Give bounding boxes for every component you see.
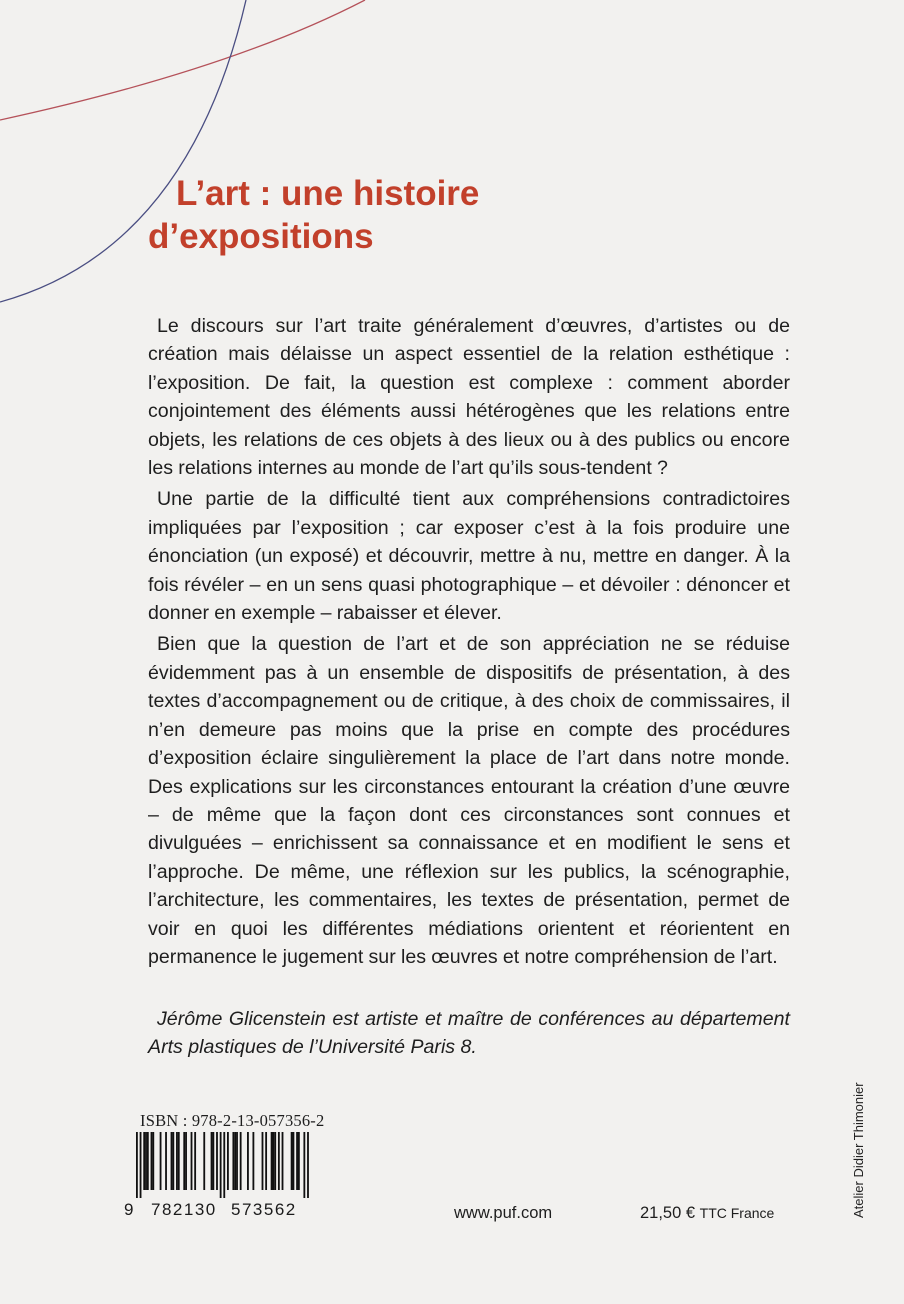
barcode-bar: [303, 1132, 305, 1198]
author-note: Jérôme Glicenstein est artiste et maître de conférences au département Arts plastiques de l’Université Paris 8.: [148, 1008, 790, 1059]
barcode-bar: [185, 1132, 187, 1190]
barcode-bar: [296, 1132, 298, 1190]
barcode-bar: [152, 1132, 154, 1190]
barcode-bar: [307, 1132, 309, 1198]
barcode-bar: [203, 1132, 205, 1190]
blurb-paragraph-2: Une partie de la difficulté tient aux compréhensions contradictoires impliquées par l’exposition ; car exposer c’est à la fois produire une énonciation (un exposé) et découvrir, mettre à nu, mettre en danger. À la fois révéler – en un sens quasi photographique – et dévoiler : dénoncer et donner en exemple – rabaisser et élever.: [148, 488, 790, 625]
blurb-paragraph-3: Bien que la question de l’art et de son appréciation ne se réduise évidemment pas à un ensemble de dispositifs de présentation, à des textes d’accompagnement ou de critique, à des choix de commissaires, il n’en demeure pas moins que la prise en compte des procédures d’exposition éclaire singulièrement la place de l’art dans notre monde. Des explications sur les circonstances entourant la création d’une œuvre – de même que la façon dont ces circonstances sont connues et divulguées – enrichissent sa connaissance et en modifient le sens et l’approche. De même, une réflexion sur les publics, la scénographie, l’architecture, les commentaires, les textes de présentation, permet de voir en quoi les différentes médiations orientent et réorientent en permanence le jugement sur les œuvres et notre compréhension de l’art.: [148, 633, 790, 968]
barcode-bar: [165, 1132, 167, 1190]
title-line-2: d’expositions: [148, 217, 374, 256]
barcode-bar: [223, 1132, 225, 1198]
barcode-bar: [293, 1132, 295, 1190]
barcode-bar: [282, 1132, 284, 1190]
price-amount: 21,50 €: [640, 1204, 696, 1222]
barcode-bar: [236, 1132, 238, 1190]
barcode-bar: [172, 1132, 174, 1190]
barcode-bar: [140, 1132, 142, 1198]
barcode: [130, 1132, 310, 1200]
barcode-bar: [160, 1132, 162, 1190]
barcode-bar: [247, 1132, 249, 1190]
decorative-arcs: [0, 0, 904, 320]
price: [640, 1204, 774, 1223]
barcode-first-digit: 9: [124, 1200, 135, 1219]
design-credit: Atelier Didier Thimonier: [851, 1082, 866, 1218]
isbn-label: ISBN : 978-2-13-057356-2: [140, 1111, 325, 1130]
barcode-bar: [178, 1132, 180, 1190]
barcode-bar: [212, 1132, 214, 1190]
red-arc: [0, 0, 365, 120]
barcode-bar: [151, 1132, 153, 1190]
barcode-bar: [232, 1132, 234, 1190]
blurb-paragraph-1: Le discours sur l’art traite généralement d’œuvres, d’artistes ou de création mais délaisse un aspect essentiel de la relation esthétique : l’exposition. De fait, la question est complexe : comment aborder conjointement des éléments aussi hétérogènes que les relations entre objets, les relations de ces objets à des lieux ou à des publics ou encore les relations internes au monde de l’art qu’ils sous-tendent ?: [148, 315, 790, 480]
barcode-bar: [227, 1132, 229, 1190]
blurb: [148, 312, 790, 974]
barcode-bar: [262, 1132, 264, 1190]
barcode-bar: [291, 1132, 293, 1190]
barcode-bar: [265, 1132, 267, 1190]
barcode-bar: [211, 1132, 213, 1190]
barcode-bar: [234, 1132, 236, 1190]
barcode-bar: [273, 1132, 275, 1190]
barcode-bar: [274, 1132, 276, 1190]
barcode-bar: [147, 1132, 149, 1190]
barcode-bar: [220, 1132, 222, 1198]
barcode-bar: [194, 1132, 196, 1190]
barcode-left-digits: 782130: [151, 1200, 217, 1219]
barcode-bar: [191, 1132, 193, 1190]
publisher-url: www.puf.com: [454, 1204, 553, 1222]
barcode-bar: [136, 1132, 138, 1198]
barcode-bar: [183, 1132, 185, 1190]
barcode-bar: [171, 1132, 173, 1190]
barcode-bar: [252, 1132, 254, 1190]
barcode-bar: [176, 1132, 178, 1190]
barcode-bar: [143, 1132, 145, 1190]
barcode-right-digits: 573562: [231, 1200, 297, 1219]
barcode-bar: [240, 1132, 242, 1190]
barcode-bar: [271, 1132, 273, 1190]
title-line-1: L’art : une histoire: [176, 174, 480, 213]
barcode-bar: [298, 1132, 300, 1190]
book-title: [148, 172, 479, 258]
price-suffix: TTC France: [699, 1205, 775, 1221]
barcode-bar: [145, 1132, 147, 1190]
barcode-bar: [216, 1132, 218, 1190]
barcode-bar: [278, 1132, 280, 1190]
